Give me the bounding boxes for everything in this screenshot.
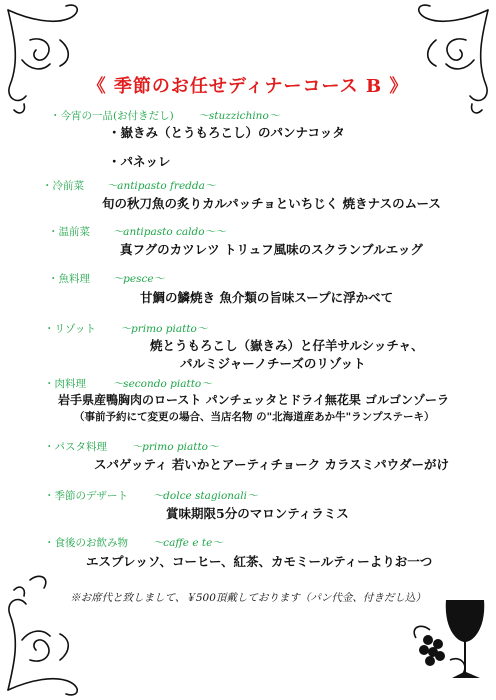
course-italian: ～pesce～ <box>112 273 165 285</box>
dish-item: 真フグのカツレツ トリュフ風味のスクランブルエッグ <box>120 242 423 257</box>
dish-item: 甘鯛の鱗焼き 魚介類の旨味スープに浮かべて <box>140 290 394 305</box>
course-italian: ～antipasto caldo～～ <box>112 226 226 238</box>
course-label-antipasto-fredda <box>42 178 215 193</box>
dish-note: （事前予約にて変更の場合、当店名物 の"北海道産あか牛"ランプステーキ） <box>74 411 435 423</box>
wine-glass-grapes-icon <box>414 600 484 678</box>
price-note: ※お席代と致しまして、￥500頂戴しております（パン代金、付きだし込） <box>70 592 426 604</box>
course-prefix: ・リゾット <box>44 323 96 335</box>
course-prefix: ・パスタ料理 <box>44 441 107 453</box>
course-prefix: ・季節のデザート <box>44 490 128 502</box>
course-label-antipasto-caldo <box>48 224 226 239</box>
course-prefix: ・肉料理 <box>44 378 86 390</box>
course-prefix: ・食後のお飲み物 <box>44 537 128 549</box>
dish-item: 旬の秋刀魚の炙りカルパッチョといちじく 焼きナスのムース <box>102 196 441 211</box>
dish-item: 焼とうもろこし（嶽きみ）と仔羊サルシッチャ、 <box>150 338 424 353</box>
course-label-pesce <box>48 271 164 286</box>
course-italian: ～antipasto fredda～ <box>106 180 216 192</box>
course-label-primo-piatto-pasta <box>44 439 219 454</box>
course-italian: ～stuzzichino～ <box>198 110 280 122</box>
dish-item: ・嶽きみ（とうもろこし）のパンナコッタ <box>108 125 345 140</box>
course-prefix: ・魚料理 <box>48 273 90 285</box>
course-label-stuzzichino <box>50 108 279 123</box>
course-prefix: ・今宵の一品(お付きだし) <box>50 110 174 122</box>
course-label-secondo-piatto <box>44 376 212 391</box>
dish-item: パルミジャーノチーズのリゾット <box>180 356 366 371</box>
course-label-primo-piatto-risotto <box>44 321 207 336</box>
course-italian: ～primo piatto～ <box>120 323 208 335</box>
course-label-caffe <box>44 535 223 550</box>
menu-title: 《 季節のお任せディナーコース B 》 <box>87 76 409 97</box>
dish-item: ・パネッレ <box>108 154 171 169</box>
course-label-dolce <box>44 488 258 503</box>
dish-item: エスプレッソ、コーヒー、紅茶、カモミールティーよりお一つ <box>86 554 433 569</box>
course-prefix: ・冷前菜 <box>42 180 84 192</box>
course-italian: ～secondo piatto～ <box>112 378 212 390</box>
course-italian: ～primo piatto～ <box>131 441 219 453</box>
course-italian: ～caffe e te～ <box>152 537 223 549</box>
dish-item: 岩手県産鴨胸肉のロースト パンチェッタとドライ無花果 ゴルゴンゾーラ <box>58 393 450 407</box>
dish-item: スパゲッティ 若いかとアーティチョーク カラスミパウダーがけ <box>94 457 449 472</box>
course-italian: ～dolce stagionali～ <box>152 490 258 502</box>
course-prefix: ・温前菜 <box>48 226 90 238</box>
dish-item: 賞味期限5分のマロンティラミス <box>166 506 349 521</box>
